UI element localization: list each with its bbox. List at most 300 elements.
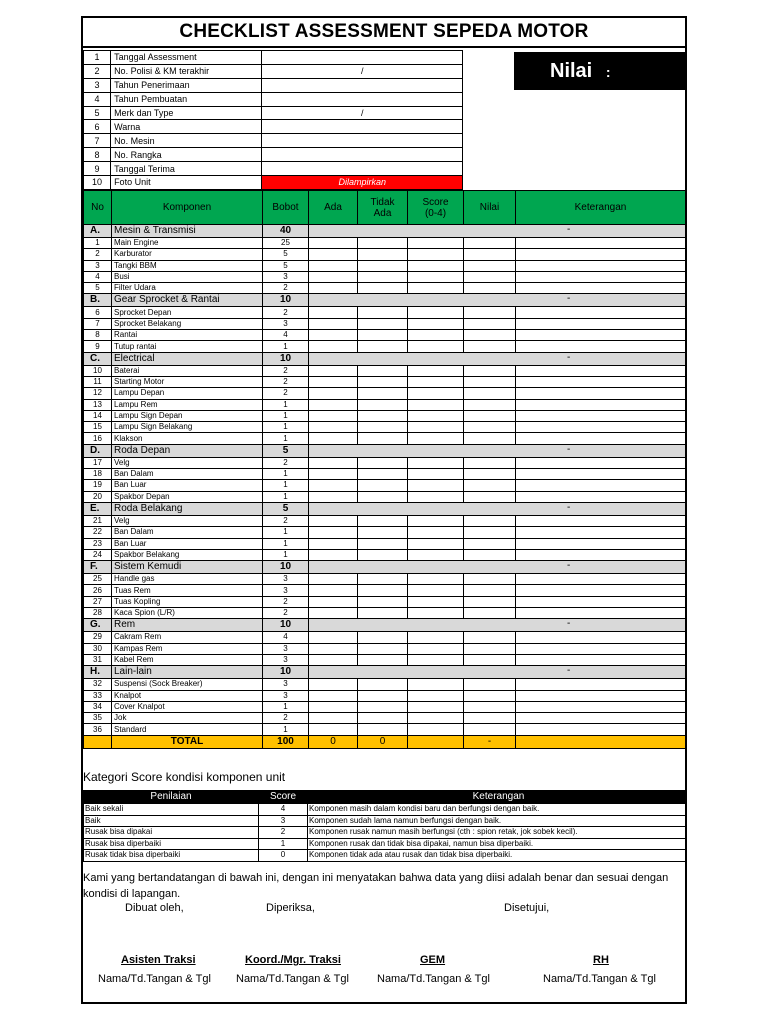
item-ada-field[interactable] [309, 491, 358, 502]
info-no: 3 [84, 78, 111, 92]
item-ada-field[interactable] [309, 469, 358, 480]
item-keterangan-field[interactable] [516, 271, 686, 282]
item-komponen: Velg [112, 515, 263, 526]
section-row [84, 502, 686, 515]
item-tidak-ada-field[interactable] [358, 330, 408, 341]
item-tidak-ada-field[interactable] [358, 701, 408, 712]
item-no: 25 [84, 574, 112, 585]
item-keterangan-field[interactable] [516, 596, 686, 607]
item-keterangan-field[interactable] [516, 549, 686, 560]
table-row [84, 260, 686, 271]
item-score-field[interactable] [408, 596, 464, 607]
section-nilai [309, 502, 686, 515]
item-tidak-ada-field[interactable] [358, 679, 408, 690]
item-nilai-field[interactable] [464, 608, 516, 619]
item-komponen: Klakson [112, 433, 263, 444]
item-nilai-field[interactable] [464, 238, 516, 249]
item-tidak-ada-field[interactable] [358, 480, 408, 491]
item-ada-field[interactable] [309, 422, 358, 433]
item-ada-field[interactable] [309, 283, 358, 294]
item-score-field[interactable] [408, 341, 464, 352]
item-keterangan-field[interactable] [516, 585, 686, 596]
item-ada-field[interactable] [309, 574, 358, 585]
section-row [84, 294, 686, 307]
table-row [84, 654, 686, 665]
item-bobot: 1 [263, 549, 309, 560]
item-keterangan-field[interactable] [516, 538, 686, 549]
item-score-field[interactable] [408, 480, 464, 491]
table-row [84, 307, 686, 318]
item-score-field[interactable] [408, 388, 464, 399]
item-keterangan-field[interactable] [516, 713, 686, 724]
item-tidak-ada-field[interactable] [358, 260, 408, 271]
section-nilai-value: - [567, 502, 571, 513]
item-nilai-field[interactable] [464, 341, 516, 352]
item-tidak-ada-field[interactable] [358, 249, 408, 260]
kategori-keterangan: Komponen tidak ada atau rusak dan tidak bisa diperbaiki. [308, 850, 688, 862]
item-ada-field[interactable] [309, 713, 358, 724]
item-keterangan-field[interactable] [516, 307, 686, 318]
item-tidak-ada-field[interactable] [358, 422, 408, 433]
item-bobot: 1 [263, 491, 309, 502]
info-label: No. Rangka [111, 148, 262, 162]
item-keterangan-field[interactable] [516, 399, 686, 410]
item-ada-field[interactable] [309, 701, 358, 712]
item-bobot: 2 [263, 283, 309, 294]
section-nilai [309, 619, 686, 632]
item-ada-field[interactable] [309, 341, 358, 352]
item-keterangan-field[interactable] [516, 410, 686, 421]
item-nilai-field[interactable] [464, 701, 516, 712]
item-keterangan-field[interactable] [516, 457, 686, 468]
item-bobot: 1 [263, 341, 309, 352]
item-nilai-field[interactable] [464, 596, 516, 607]
item-ada-field[interactable] [309, 388, 358, 399]
item-tidak-ada-field[interactable] [358, 654, 408, 665]
item-nilai-field[interactable] [464, 538, 516, 549]
info-row [84, 51, 463, 65]
item-keterangan-field[interactable] [516, 260, 686, 271]
item-tidak-ada-field[interactable] [358, 724, 408, 735]
item-keterangan-field[interactable] [516, 330, 686, 341]
item-score-field[interactable] [408, 238, 464, 249]
section-nilai-value: - [567, 444, 571, 455]
section-bobot: 40 [263, 225, 309, 238]
info-value-field[interactable] [262, 134, 463, 148]
item-nilai-field[interactable] [464, 643, 516, 654]
section-name: Gear Sprocket & Rantai [112, 294, 263, 307]
item-nilai-field[interactable] [464, 724, 516, 735]
item-keterangan-field[interactable] [516, 433, 686, 444]
item-score-field[interactable] [408, 491, 464, 502]
item-tidak-ada-field[interactable] [358, 399, 408, 410]
item-ada-field[interactable] [309, 538, 358, 549]
item-nilai-field[interactable] [464, 690, 516, 701]
item-tidak-ada-field[interactable] [358, 538, 408, 549]
item-tidak-ada-field[interactable] [358, 271, 408, 282]
item-tidak-ada-field[interactable] [358, 376, 408, 387]
kategori-score: 2 [259, 827, 308, 839]
item-keterangan-field[interactable] [516, 388, 686, 399]
item-keterangan-field[interactable] [516, 283, 686, 294]
item-nilai-field[interactable] [464, 376, 516, 387]
item-komponen: Ban Luar [112, 538, 263, 549]
item-nilai-field[interactable] [464, 283, 516, 294]
total-ada: 0 [309, 735, 358, 748]
nilai-box [514, 52, 685, 90]
item-keterangan-field[interactable] [516, 724, 686, 735]
table-row [84, 330, 686, 341]
item-ada-field[interactable] [309, 679, 358, 690]
item-keterangan-field[interactable] [516, 422, 686, 433]
item-keterangan-field[interactable] [516, 574, 686, 585]
item-keterangan-field[interactable] [516, 679, 686, 690]
table-row [84, 457, 686, 468]
item-ada-field[interactable] [309, 238, 358, 249]
item-ada-field[interactable] [309, 690, 358, 701]
item-ada-field[interactable] [309, 515, 358, 526]
item-komponen: Sprocket Depan [112, 307, 263, 318]
item-bobot: 3 [263, 690, 309, 701]
item-keterangan-field[interactable] [516, 491, 686, 502]
item-score-field[interactable] [408, 549, 464, 560]
table-row [84, 365, 686, 376]
item-tidak-ada-field[interactable] [358, 457, 408, 468]
item-nilai-field[interactable] [464, 574, 516, 585]
item-score-field[interactable] [408, 283, 464, 294]
item-score-field[interactable] [408, 457, 464, 468]
item-tidak-ada-field[interactable] [358, 283, 408, 294]
item-no: 22 [84, 527, 112, 538]
item-keterangan-field[interactable] [516, 480, 686, 491]
total-bobot: 100 [263, 735, 309, 748]
item-tidak-ada-field[interactable] [358, 238, 408, 249]
item-nilai-field[interactable] [464, 480, 516, 491]
item-no: 2 [84, 249, 112, 260]
kategori-header-row [84, 791, 688, 804]
item-score-field[interactable] [408, 433, 464, 444]
item-komponen: Cover Knalpot [112, 701, 263, 712]
info-value-field[interactable]: Dilampirkan [262, 176, 463, 190]
item-tidak-ada-field[interactable] [358, 515, 408, 526]
header-keterangan: Keterangan [516, 191, 686, 225]
kategori-penilaian: Rusak bisa diperbaiki [84, 838, 259, 850]
info-row [84, 134, 463, 148]
table-row [84, 527, 686, 538]
item-keterangan-field[interactable] [516, 376, 686, 387]
section-nilai [309, 561, 686, 574]
item-score-field[interactable] [408, 701, 464, 712]
info-value-field[interactable]: / [262, 106, 463, 120]
item-score-field[interactable] [408, 713, 464, 724]
item-nilai-field[interactable] [464, 549, 516, 560]
item-ada-field[interactable] [309, 330, 358, 341]
item-bobot: 2 [263, 713, 309, 724]
item-nilai-field[interactable] [464, 515, 516, 526]
item-keterangan-field[interactable] [516, 365, 686, 376]
item-keterangan-field[interactable] [516, 469, 686, 480]
item-komponen: Tutup rantai [112, 341, 263, 352]
section-row [84, 225, 686, 238]
role-rh: RH [593, 954, 609, 966]
table-row [84, 608, 686, 619]
item-nilai-field[interactable] [464, 388, 516, 399]
info-row [84, 92, 463, 106]
item-score-field[interactable] [408, 365, 464, 376]
item-tidak-ada-field[interactable] [358, 574, 408, 585]
item-score-field[interactable] [408, 608, 464, 619]
item-nilai-field[interactable] [464, 491, 516, 502]
item-no: 35 [84, 713, 112, 724]
info-label: Tanggal Terima [111, 162, 262, 176]
item-score-field[interactable] [408, 422, 464, 433]
item-score-field[interactable] [408, 654, 464, 665]
kategori-row [84, 838, 688, 850]
table-row [84, 596, 686, 607]
table-row [84, 549, 686, 560]
item-nilai-field[interactable] [464, 422, 516, 433]
info-row [84, 120, 463, 134]
item-ada-field[interactable] [309, 457, 358, 468]
item-keterangan-field[interactable] [516, 632, 686, 643]
item-no: 31 [84, 654, 112, 665]
item-tidak-ada-field[interactable] [358, 632, 408, 643]
item-bobot: 2 [263, 457, 309, 468]
item-tidak-ada-field[interactable] [358, 307, 408, 318]
kategori-penilaian: Baik sekali [84, 804, 259, 816]
section-row [84, 619, 686, 632]
item-komponen: Velg [112, 457, 263, 468]
info-value-field[interactable] [262, 162, 463, 176]
item-komponen: Tangki BBM [112, 260, 263, 271]
table-row [84, 713, 686, 724]
item-ada-field[interactable] [309, 376, 358, 387]
item-score-field[interactable] [408, 399, 464, 410]
item-bobot: 1 [263, 410, 309, 421]
item-bobot: 3 [263, 318, 309, 329]
item-ada-field[interactable] [309, 632, 358, 643]
item-score-field[interactable] [408, 679, 464, 690]
item-score-field[interactable] [408, 527, 464, 538]
item-ada-field[interactable] [309, 410, 358, 421]
header-bobot: Bobot [263, 191, 309, 225]
item-score-field[interactable] [408, 643, 464, 654]
item-score-field[interactable] [408, 515, 464, 526]
table-row [84, 388, 686, 399]
item-keterangan-field[interactable] [516, 654, 686, 665]
item-tidak-ada-field[interactable] [358, 527, 408, 538]
item-ada-field[interactable] [309, 654, 358, 665]
info-value-field[interactable] [262, 92, 463, 106]
section-nilai [309, 352, 686, 365]
item-score-field[interactable] [408, 410, 464, 421]
section-bobot: 10 [263, 666, 309, 679]
item-keterangan-field[interactable] [516, 690, 686, 701]
item-ada-field[interactable] [309, 549, 358, 560]
item-keterangan-field[interactable] [516, 701, 686, 712]
table-row [84, 271, 686, 282]
item-komponen: Sprocket Belakang [112, 318, 263, 329]
item-keterangan-field[interactable] [516, 515, 686, 526]
kategori-table [83, 790, 687, 862]
item-score-field[interactable] [408, 469, 464, 480]
item-keterangan-field[interactable] [516, 238, 686, 249]
info-value-field[interactable]: / [262, 64, 463, 78]
item-nilai-field[interactable] [464, 260, 516, 271]
item-score-field[interactable] [408, 376, 464, 387]
item-nilai-field[interactable] [464, 330, 516, 341]
info-value-field[interactable] [262, 78, 463, 92]
item-score-field[interactable] [408, 724, 464, 735]
item-ada-field[interactable] [309, 365, 358, 376]
item-score-field[interactable] [408, 574, 464, 585]
item-nilai-field[interactable] [464, 433, 516, 444]
item-ada-field[interactable] [309, 643, 358, 654]
info-no: 10 [84, 176, 111, 190]
item-ada-field[interactable] [309, 271, 358, 282]
info-label: No. Polisi & KM terakhir [111, 64, 262, 78]
item-nilai-field[interactable] [464, 399, 516, 410]
item-ada-field[interactable] [309, 527, 358, 538]
item-ada-field[interactable] [309, 399, 358, 410]
item-score-field[interactable] [408, 585, 464, 596]
item-nilai-field[interactable] [464, 527, 516, 538]
info-label: Tanggal Assessment [111, 51, 262, 65]
section-code: C. [84, 352, 112, 365]
item-ada-field[interactable] [309, 724, 358, 735]
item-bobot: 3 [263, 643, 309, 654]
item-tidak-ada-field[interactable] [358, 596, 408, 607]
item-tidak-ada-field[interactable] [358, 690, 408, 701]
table-row [84, 283, 686, 294]
item-nilai-field[interactable] [464, 632, 516, 643]
item-tidak-ada-field[interactable] [358, 410, 408, 421]
item-score-field[interactable] [408, 307, 464, 318]
info-no: 6 [84, 120, 111, 134]
role-koord-mgr-traksi: Koord./Mgr. Traksi [245, 954, 341, 966]
item-bobot: 1 [263, 527, 309, 538]
item-keterangan-field[interactable] [516, 643, 686, 654]
item-tidak-ada-field[interactable] [358, 608, 408, 619]
item-no: 15 [84, 422, 112, 433]
info-value-field[interactable] [262, 148, 463, 162]
role-gem: GEM [420, 954, 446, 966]
item-score-field[interactable] [408, 318, 464, 329]
item-keterangan-field[interactable] [516, 527, 686, 538]
info-value-field[interactable] [262, 51, 463, 65]
section-bobot: 10 [263, 294, 309, 307]
item-nilai-field[interactable] [464, 271, 516, 282]
item-komponen: Handle gas [112, 574, 263, 585]
info-no: 2 [84, 64, 111, 78]
item-no: 6 [84, 307, 112, 318]
item-ada-field[interactable] [309, 433, 358, 444]
item-no: 18 [84, 469, 112, 480]
item-score-field[interactable] [408, 330, 464, 341]
item-nilai-field[interactable] [464, 307, 516, 318]
item-bobot: 2 [263, 388, 309, 399]
item-tidak-ada-field[interactable] [358, 643, 408, 654]
total-keterangan [516, 735, 686, 748]
item-tidak-ada-field[interactable] [358, 549, 408, 560]
item-keterangan-field[interactable] [516, 608, 686, 619]
item-tidak-ada-field[interactable] [358, 713, 408, 724]
item-bobot: 1 [263, 538, 309, 549]
item-komponen: Tuas Rem [112, 585, 263, 596]
item-tidak-ada-field[interactable] [358, 585, 408, 596]
item-tidak-ada-field[interactable] [358, 491, 408, 502]
item-ada-field[interactable] [309, 596, 358, 607]
item-nilai-field[interactable] [464, 318, 516, 329]
item-nilai-field[interactable] [464, 249, 516, 260]
item-tidak-ada-field[interactable] [358, 388, 408, 399]
header-komponen: Komponen [112, 191, 263, 225]
item-score-field[interactable] [408, 260, 464, 271]
kategori-keterangan: Komponen rusak namun masih berfungsi (cth : spion retak, jok sobek kecil). [308, 827, 688, 839]
item-nilai-field[interactable] [464, 585, 516, 596]
info-value-field[interactable] [262, 120, 463, 134]
info-no: 7 [84, 134, 111, 148]
total-score [408, 735, 464, 748]
item-keterangan-field[interactable] [516, 318, 686, 329]
total-spacer [84, 735, 112, 748]
item-nilai-field[interactable] [464, 654, 516, 665]
item-ada-field[interactable] [309, 585, 358, 596]
item-nilai-field[interactable] [464, 679, 516, 690]
statement-text: Kami yang bertandatangan di bawah ini, dengan ini menyatakan bahwa data yang diisi adalah benar dan sesuai dengan kondisi di lapangan. [83, 872, 669, 900]
item-bobot: 2 [263, 365, 309, 376]
item-no: 11 [84, 376, 112, 387]
item-nilai-field[interactable] [464, 469, 516, 480]
header-nilai: Nilai [464, 191, 516, 225]
item-komponen: Jok [112, 713, 263, 724]
item-bobot: 3 [263, 574, 309, 585]
section-row [84, 666, 686, 679]
item-nilai-field[interactable] [464, 410, 516, 421]
sign-line-3: Nama/Td.Tangan & Tgl [377, 973, 490, 985]
item-score-field[interactable] [408, 538, 464, 549]
item-tidak-ada-field[interactable] [358, 365, 408, 376]
item-score-field[interactable] [408, 249, 464, 260]
item-ada-field[interactable] [309, 260, 358, 271]
section-bobot: 10 [263, 561, 309, 574]
item-nilai-field[interactable] [464, 457, 516, 468]
item-ada-field[interactable] [309, 608, 358, 619]
item-score-field[interactable] [408, 271, 464, 282]
item-ada-field[interactable] [309, 249, 358, 260]
item-nilai-field[interactable] [464, 365, 516, 376]
item-nilai-field[interactable] [464, 713, 516, 724]
item-ada-field[interactable] [309, 307, 358, 318]
item-score-field[interactable] [408, 690, 464, 701]
item-no: 20 [84, 491, 112, 502]
item-tidak-ada-field[interactable] [358, 433, 408, 444]
table-row [84, 469, 686, 480]
item-ada-field[interactable] [309, 480, 358, 491]
item-bobot: 25 [263, 238, 309, 249]
item-tidak-ada-field[interactable] [358, 341, 408, 352]
item-komponen: Main Engine [112, 238, 263, 249]
table-row [84, 574, 686, 585]
disetujui-label: Disetujui, [504, 902, 550, 914]
item-keterangan-field[interactable] [516, 341, 686, 352]
item-tidak-ada-field[interactable] [358, 318, 408, 329]
table-row [84, 376, 686, 387]
item-ada-field[interactable] [309, 318, 358, 329]
item-score-field[interactable] [408, 632, 464, 643]
item-tidak-ada-field[interactable] [358, 469, 408, 480]
item-keterangan-field[interactable] [516, 249, 686, 260]
